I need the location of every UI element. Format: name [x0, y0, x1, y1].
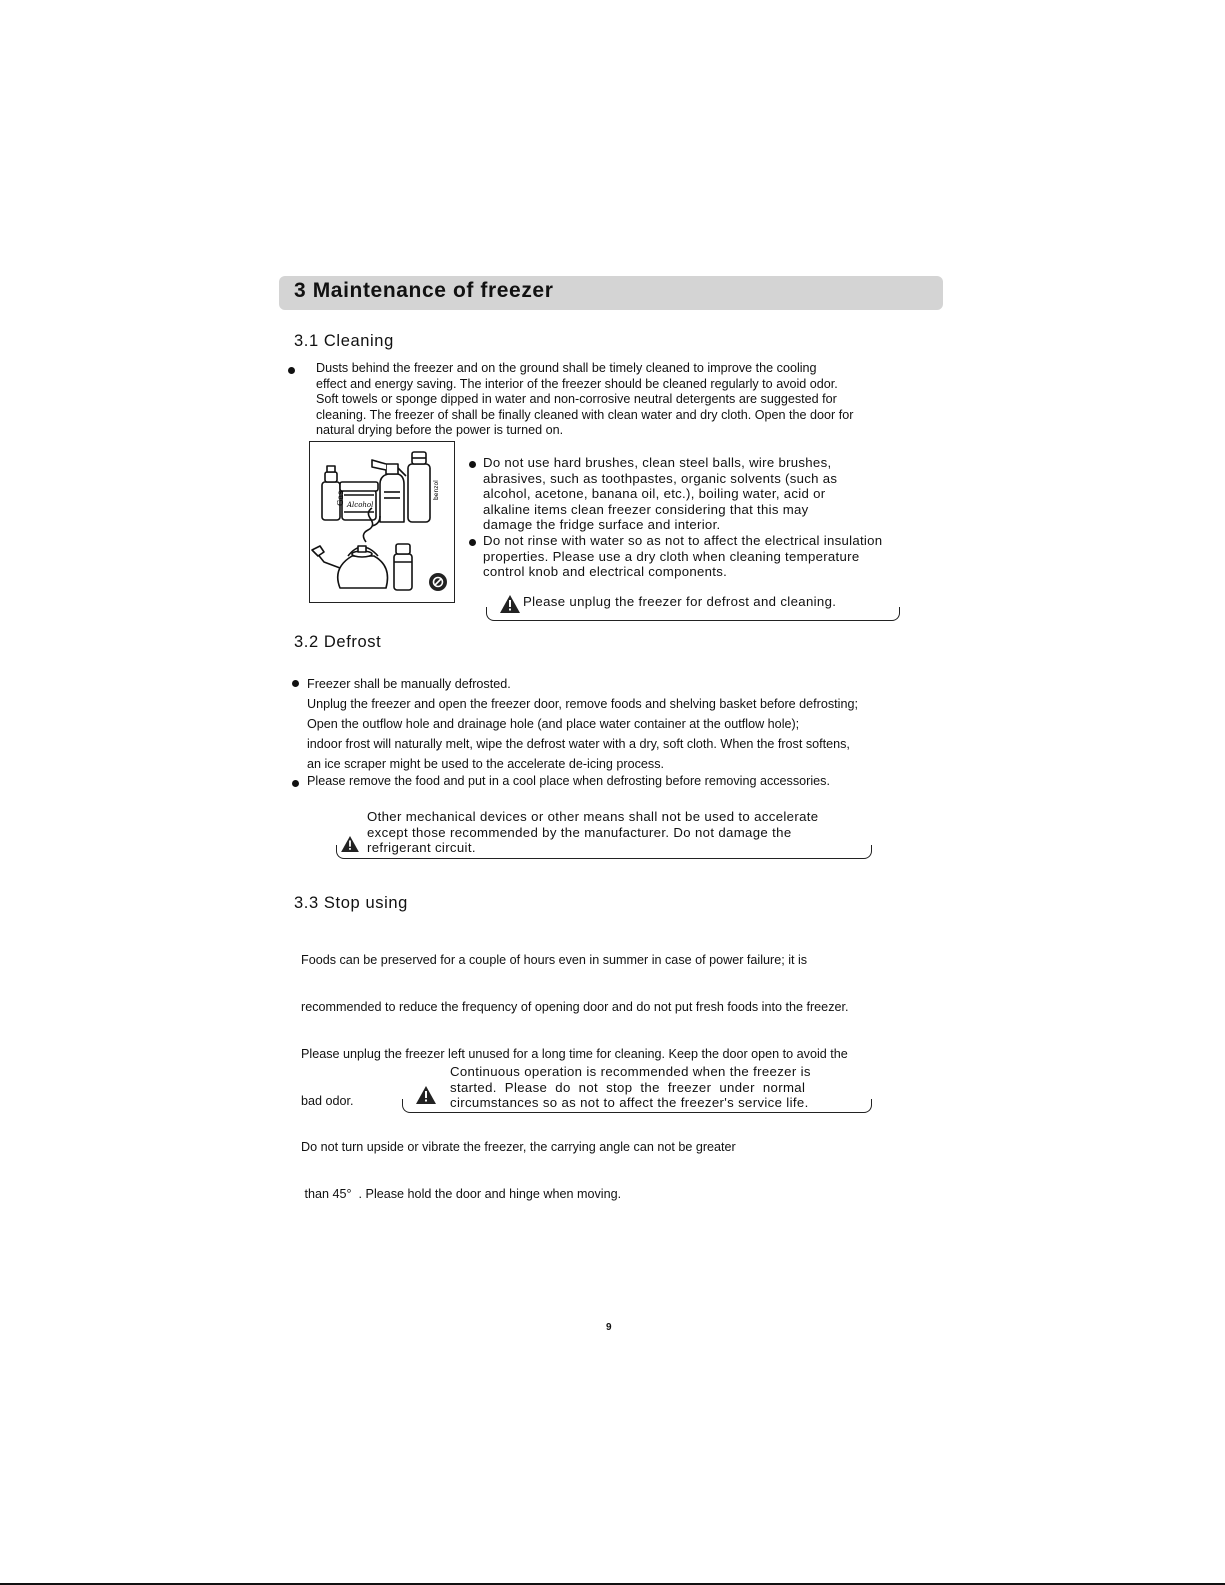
stop-using-line: bad odor. — [301, 1093, 354, 1108]
defrost-warning — [336, 808, 872, 859]
page-number: 9 — [606, 1322, 612, 1333]
defrost-line: indoor frost will naturally melt, wipe the defrost water with a dry, soft cloth. When the frost softens, — [307, 737, 850, 751]
stop-using-line: Please unplug the freezer left unused for a long time for cleaning. Keep the door open to avoid the — [301, 1046, 848, 1061]
defrost-warning-line: Other mechanical devices or other means shall not be used to accelerate — [367, 809, 819, 824]
cleaning-intro-line: natural drying before the power is turned on. — [316, 423, 564, 438]
bullet-dot — [288, 367, 295, 374]
stop-using-line: Foods can be preserved for a couple of hours even in summer in case of power failure; it is — [301, 953, 808, 968]
defrost-line: Open the outflow hole and drainage hole (and place water container at the outflow hole); — [307, 717, 800, 731]
stop-using-warning-line: started. Please do not stop the freezer under normal — [450, 1079, 806, 1095]
stop-using-warning-line: Continuous operation is recommended when the freezer is — [450, 1064, 811, 1079]
cleaning-bullet-rinse — [483, 533, 933, 580]
cleaning-products-drawing — [310, 442, 454, 602]
bullet-dot — [469, 461, 476, 468]
stop-using-line: Do not turn upside or vibrate the freezer, the carrying angle can not be greater — [301, 1140, 736, 1155]
defrost-warning-line: except those recommended by the manufacturer. Do not damage the — [367, 824, 792, 840]
defrost-bullet-text: Freezer shall be manually defrosted. — [307, 677, 511, 691]
stop-using-line: recommended to reduce the frequency of opening door and do not put fresh foods into the freezer. — [301, 999, 849, 1014]
defrost-instructions — [307, 674, 937, 774]
bottle-label-gas: Gas — [336, 490, 345, 506]
cleaning-bullet-line: damage the fridge surface and interior. — [483, 517, 721, 533]
prohibition-icon — [429, 573, 447, 591]
cleaning-bullet-line: properties. Please use a dry cloth when cleaning temperature — [483, 548, 860, 564]
stop-using-warning-text — [450, 1064, 850, 1111]
cleaning-bullet-line: abrasives, such as toothpastes, organic solvents (such as — [483, 470, 838, 486]
cleaning-bullet-line: alkaline items clean freezer considering that this may — [483, 501, 809, 517]
section-heading-defrost: 3.2 Defrost — [294, 633, 382, 651]
bullet-dot — [292, 780, 299, 787]
cleaning-intro — [316, 361, 931, 439]
bottle-label-benzol: benzol — [433, 480, 440, 500]
warning-triangle-icon — [341, 836, 359, 852]
defrost-warning-text — [367, 809, 872, 856]
cleaning-intro-line: effect and energy saving. The interior of the freezer should be cleaned regularly to avoid odor. — [316, 376, 838, 391]
section-heading-cleaning: 3.1 Cleaning — [294, 332, 394, 350]
cleaning-intro-line: Dusts behind the freezer and on the ground shall be timely cleaned to improve the cooling — [316, 361, 817, 375]
bullet-dot — [469, 539, 476, 546]
warning-triangle-icon — [416, 1086, 436, 1104]
chapter-title: 3 Maintenance of freezer — [294, 279, 554, 302]
stop-using-warning — [402, 1063, 872, 1113]
defrost-bullet-remove-food: Please remove the food and put in a cool place when defrosting before removing accessories. — [307, 774, 830, 788]
cleaning-bullet-brushes — [483, 455, 933, 533]
bullet-dot — [292, 680, 299, 687]
stop-using-line: than 45° . Please hold the door and hinge when moving. — [301, 1187, 622, 1202]
defrost-warning-line: refrigerant circuit. — [367, 840, 476, 856]
chapter-header-bar — [279, 276, 943, 310]
stop-using-warning-line: circumstances so as not to affect the freezer's service life. — [450, 1095, 809, 1111]
cleaning-bullet-line: Do not rinse with water so as not to affect the electrical insulation — [483, 533, 883, 548]
cleaning-bullet-line: Do not use hard brushes, clean steel balls, wire brushes, — [483, 455, 832, 470]
cleaning-warning-text: Please unplug the freezer for defrost and cleaning. — [523, 594, 837, 609]
cleaning-products-illustration — [309, 441, 455, 603]
cleaning-warning — [486, 593, 900, 621]
cleaning-intro-line: Soft towels or sponge dipped in water and non-corrosive neutral detergents are suggested for — [316, 392, 837, 407]
defrost-line: Unplug the freezer and open the freezer door, remove foods and shelving basket before defrosting; — [307, 697, 858, 711]
warning-triangle-icon — [500, 595, 520, 613]
cleaning-bullet-line: alcohol, acetone, banana oil, etc.), boiling water, acid or — [483, 486, 826, 502]
bottle-label-alcohol: Alcohol — [347, 501, 374, 509]
defrost-line: an ice scraper might be used to the accelerate de-icing process. — [307, 757, 665, 771]
cleaning-intro-line: cleaning. The freezer of shall be finally cleaned with clean water and dry cloth. Open the door for — [316, 407, 854, 422]
section-heading-stop-using: 3.3 Stop using — [294, 894, 408, 912]
cleaning-bullet-line: control knob and electrical components. — [483, 564, 728, 580]
